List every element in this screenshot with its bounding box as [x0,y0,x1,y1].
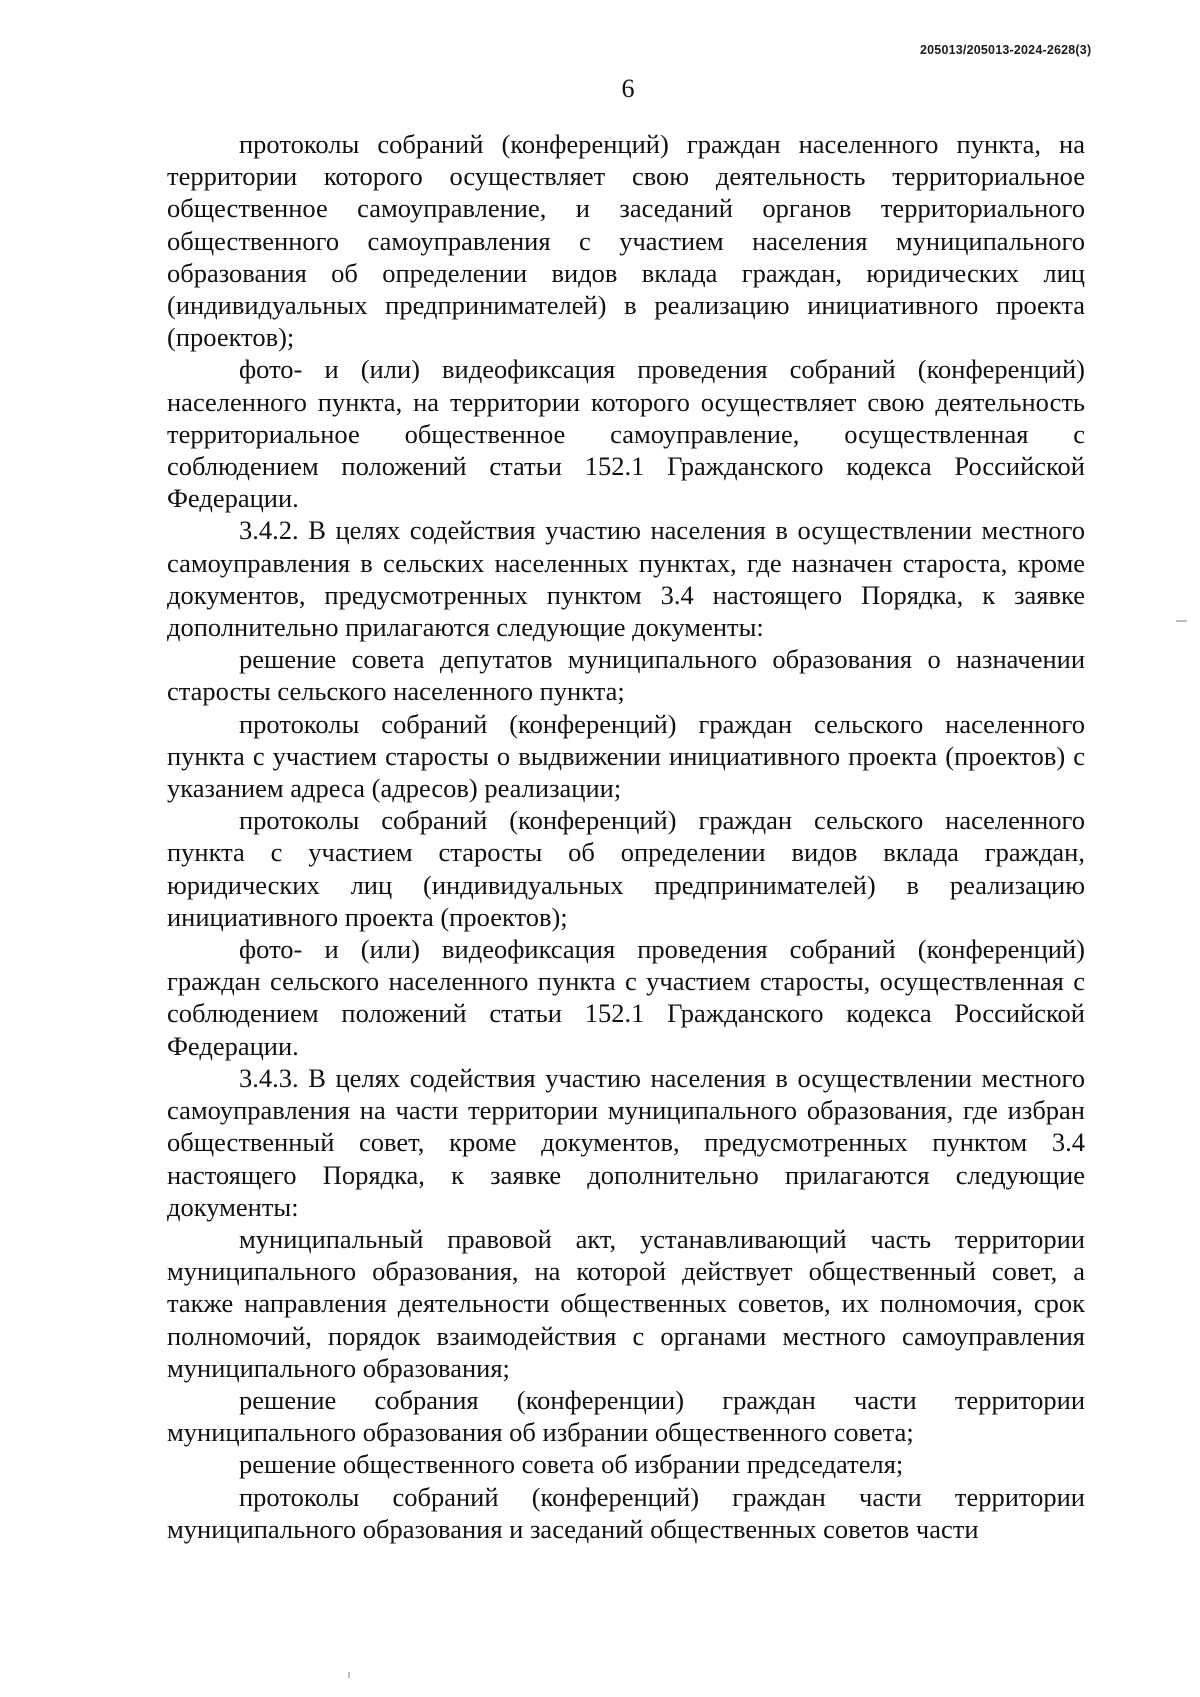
scan-artifact-right [1176,620,1187,622]
paragraph-council-decision: решение совета депутатов муниципального образования о назначении старосты сельского населенного пункта; [167,644,1085,707]
paragraph-protocols-part-territory: протоколы собраний (конференций) граждан части территории муниципального образования и заседаний общественных советов части [167,1481,1085,1544]
document-body [167,128,1085,1545]
paragraph-assembly-decision: решение собрания (конференции) граждан части территории муниципального образования об избрании общественного совета; [167,1384,1085,1448]
paragraph-clause-3-4-2: 3.4.2. В целях содействия участию населения в осуществлении местного самоуправления в сельских населенных пунктах, где назначен староста, кроме документов, предусмотренных пунктом 3.4 настоящего Порядка, к заявке дополнительно прилагаются следующие документы: [167,515,1085,643]
paragraph-protocols-project-nomination: протоколы собраний (конференций) граждан сельского населенного пункта с участием старосты о выдвижении инициативного проекта (проектов) с указанием адреса (адресов) реализации; [167,708,1085,804]
paragraph-chairman-decision: решение общественного совета об избрании председателя; [239,1449,904,1480]
page-number: 6 [621,74,635,103]
paragraph-clause-3-4-3: 3.4.3. В целях содействия участию населения в осуществлении местного самоуправления на части территории муниципального образования, где избран общественный совет, кроме документов, предусмотренных пунктом 3.4 настоящего Порядка, к заявке дополнительно прилагаются следующие документы: [167,1062,1085,1222]
paragraph-municipal-act: муниципальный правовой акт, устанавливающий часть территории муниципального образования, на которой действует общественный совет, а также направления деятельности общественных советов, их полномочия, срок полномочий, порядок взаимодействия с органами местного самоуправления муниципального образования; [167,1223,1085,1383]
paragraph-protocols-tos: протоколы собраний (конференций) граждан населенного пункта, на территории которого осуществляет свою деятельность территориальное общественное самоуправление, и заседаний органов территориального общественного самоуправления с участием населения муниципального образования об определении видов вклада граждан, юридических лиц (индивидуальных предпринимателей) в реализацию инициативного проекта (проектов); [167,129,1085,353]
paragraph-protocols-contribution: протоколы собраний (конференций) граждан сельского населенного пункта с участием старосты об определении видов вклада граждан, юридических лиц (индивидуальных предпринимателей) в реализацию инициативного проекта (проектов); [167,805,1085,932]
document-registration-number: 205013/205013-2024-2628(3) [920,43,1092,57]
scan-artifact-bottom [348,1672,350,1678]
paragraph-photo-video-rural: фото- и (или) видеофиксация проведения собраний (конференций) граждан сельского населенного пункта с участием старосты, осуществленная с соблюдением положений статьи 152.1 Гражданского кодекса Российской Федерации. [167,934,1085,1061]
paragraph-photo-video-tos: фото- и (или) видеофиксация проведения собраний (конференций) населенного пункта, на территории которого осуществляет свою деятельность территориальное общественное самоуправление, осуществленная с соблюдением положений статьи 152.1 Гражданского кодекса Российской Федерации. [167,354,1085,514]
